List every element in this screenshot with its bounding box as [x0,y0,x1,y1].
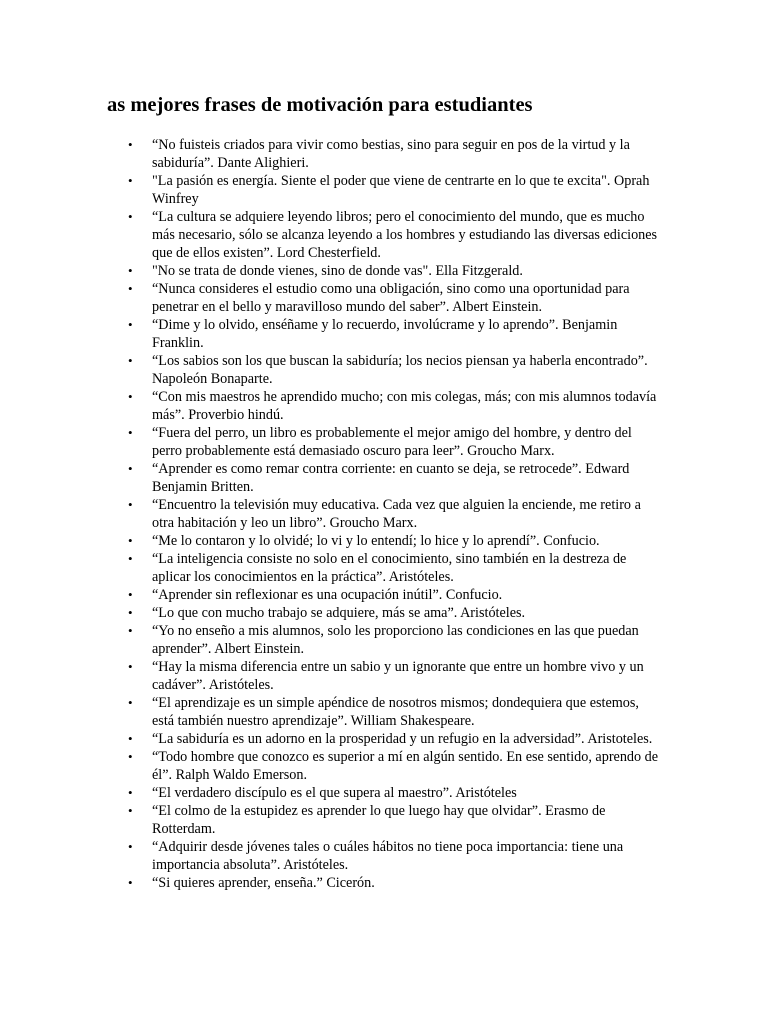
quote-text: “Dime y lo olvido, enséñame y lo recuerdo, involúcrame y lo aprendo”. Benjamin Franklin. [152,317,618,351]
bullet-icon: • [128,209,133,224]
quote-text: “El verdadero discípulo es el que supera al maestro”. Aristóteles [152,785,517,801]
list-item [128,730,664,748]
quote-text: “Me lo contaron y lo olvidé; lo vi y lo entendí; lo hice y lo aprendí”. Confucio. [152,533,600,549]
list-item [128,802,664,838]
bullet-icon: • [128,497,133,512]
list-item [128,208,664,262]
list-item [128,838,664,874]
bullet-icon: • [128,803,133,818]
bullet-icon: • [128,353,133,368]
quote-text: “Encuentro la televisión muy educativa. Cada vez que alguien la enciende, me retiro a otra habitación y leo un libro”. Groucho Marx. [152,497,641,531]
quote-text: “Aprender es como remar contra corriente: en cuanto se deja, se retrocede”. Edward Benjamin Britten. [152,461,630,495]
bullet-icon: • [128,461,133,476]
bullet-icon: • [128,389,133,404]
list-item [128,586,664,604]
list-item [128,550,664,586]
quote-text: “Lo que con mucho trabajo se adquiere, más se ama”. Aristóteles. [152,605,526,621]
list-item [128,622,664,658]
bullet-icon: • [128,695,133,710]
quote-text: “Todo hombre que conozco es superior a mí en algún sentido. En ese sentido, aprendo de él”. Ralph Waldo Emerson. [152,749,659,783]
quote-text: “Yo no enseño a mis alumnos, solo les proporciono las condiciones en las que puedan aprender”. Albert Einstein. [152,623,639,657]
list-item [128,352,664,388]
quote-text: “Si quieres aprender, enseña.” Cicerón. [152,875,375,891]
list-item [128,172,664,208]
bullet-icon: • [128,731,133,746]
quote-text: “Con mis maestros he aprendido mucho; con mis colegas, más; con mis alumnos todavía más”. Proverbio hindú. [152,389,657,423]
list-item [128,694,664,730]
list-item [128,388,664,424]
list-item [128,262,664,280]
bullet-icon: • [128,623,133,638]
bullet-icon: • [128,425,133,440]
list-item [128,424,664,460]
list-item [128,280,664,316]
bullet-icon: • [128,749,133,764]
quote-text: “Nunca consideres el estudio como una obligación, sino como una oportunidad para penetrar en el bello y maravilloso mundo del saber”. Albert Einstein. [152,281,630,315]
list-item [128,658,664,694]
bullet-icon: • [128,785,133,800]
bullet-icon: • [128,281,133,296]
list-item [128,496,664,532]
bullet-icon: • [128,137,133,152]
bullet-icon: • [128,551,133,566]
quote-text: “Fuera del perro, un libro es probablemente el mejor amigo del hombre, y dentro del perro probablemente está demasiado oscuro para leer”. Groucho Marx. [152,425,632,459]
page-title: as mejores frases de motivación para estudiantes [107,94,533,116]
quote-list [128,136,664,892]
list-item [128,532,664,550]
list-item [128,784,664,802]
bullet-icon: • [128,587,133,602]
list-item [128,748,664,784]
list-item [128,136,664,172]
quote-text: “No fuisteis criados para vivir como bestias, sino para seguir en pos de la virtud y la sabiduría”. Dante Alighieri. [152,137,630,171]
quote-text: "No se trata de donde vienes, sino de donde vas". Ella Fitzgerald. [152,263,523,279]
quote-text: “Los sabios son los que buscan la sabiduría; los necios piensan ya haberla encontrado”. Napoleón Bonaparte. [152,353,648,387]
list-item [128,874,664,892]
quote-text: “La sabiduría es un adorno en la prosperidad y un refugio en la adversidad”. Aristoteles. [152,731,653,747]
bullet-icon: • [128,659,133,674]
bullet-icon: • [128,263,133,278]
quote-text: “La inteligencia consiste no solo en el conocimiento, sino también en la destreza de aplicar los conocimientos en la práctica”. Aristóteles. [152,551,627,585]
quote-text: “Aprender sin reflexionar es una ocupación inútil”. Confucio. [152,587,503,603]
bullet-icon: • [128,173,133,188]
bullet-icon: • [128,605,133,620]
list-item [128,604,664,622]
bullet-icon: • [128,839,133,854]
bullet-icon: • [128,317,133,332]
quote-text: “Adquirir desde jóvenes tales o cuáles hábitos no tiene poca importancia: tiene una importancia absoluta”. Aristóteles. [152,839,624,873]
quote-text: “El colmo de la estupidez es aprender lo que luego hay que olvidar”. Erasmo de Rotterdam. [152,803,606,837]
bullet-icon: • [128,533,133,548]
bullet-icon: • [128,875,133,890]
quote-text: “Hay la misma diferencia entre un sabio y un ignorante que entre un hombre vivo y un cadáver”. Aristóteles. [152,659,644,693]
list-item [128,460,664,496]
quote-text: "La pasión es energía. Siente el poder que viene de centrarte en lo que te excita". Oprah Winfrey [152,173,650,207]
quote-text: “El aprendizaje es un simple apéndice de nosotros mismos; dondequiera que estemos, está también nuestro aprendizaje”. William Shakespeare. [152,695,639,729]
quote-text: “La cultura se adquiere leyendo libros; pero el conocimiento del mundo, que es mucho más necesario, sólo se alcanza leyendo a los hombres y estudiando las diversas ediciones que de ellos existen”. Lord Chesterfield. [152,209,658,261]
list-item [128,316,664,352]
